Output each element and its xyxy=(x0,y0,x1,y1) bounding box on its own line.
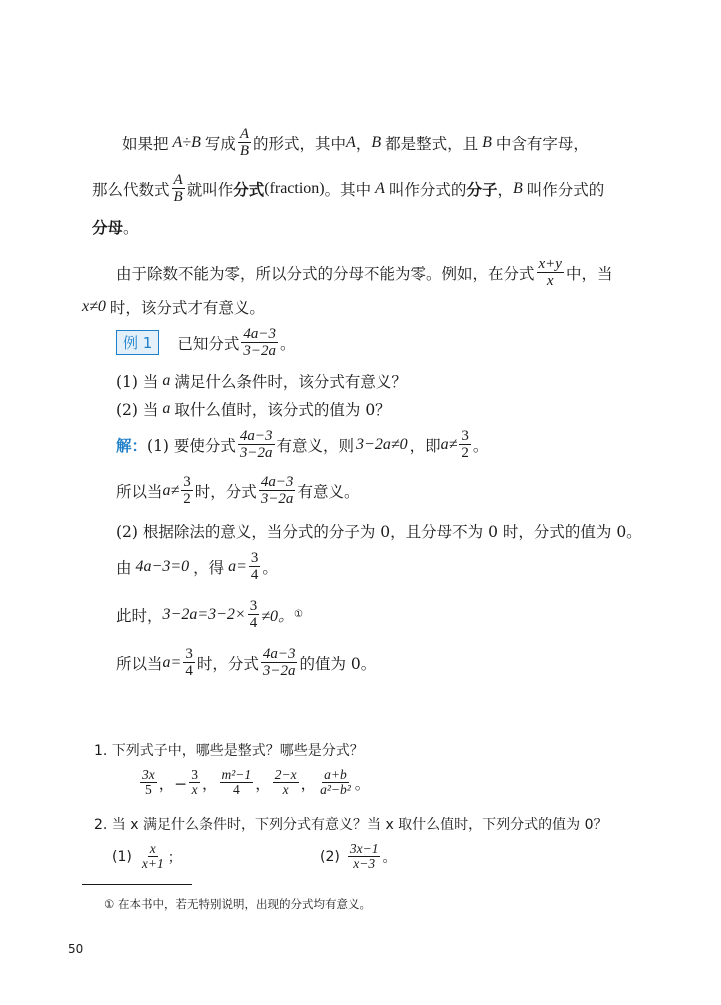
text: 时，分式 xyxy=(194,482,257,501)
math: ≠0。 xyxy=(261,608,294,625)
text: 时，分式 xyxy=(196,654,259,673)
term-numerator: 分子 xyxy=(466,179,498,199)
text: 有意义。 xyxy=(297,482,360,501)
text: 都是整式，且 xyxy=(385,134,479,153)
text: 中含有字母， xyxy=(495,134,589,153)
fraction: $\frac{3}{2}$ xyxy=(183,474,191,507)
definition-line-2 xyxy=(92,172,604,205)
text: ， xyxy=(202,774,218,793)
english-term: (fraction) xyxy=(264,179,325,197)
exercise-1 xyxy=(94,740,364,760)
math: B xyxy=(482,133,492,151)
fraction: $\frac{3x}{5}$ xyxy=(142,767,155,797)
text: (2) 当 xyxy=(116,401,159,419)
exercise-2-part-2 xyxy=(320,842,396,871)
solution-line-2 xyxy=(116,474,359,507)
example-question-2 xyxy=(116,398,391,420)
fraction: $\frac{3}{x}$ xyxy=(191,767,198,797)
text: 满足什么条件时，该分式有意义？ xyxy=(174,373,407,391)
example-1-heading xyxy=(116,326,295,359)
text: ； xyxy=(167,849,182,866)
fraction: $\frac{3}{2}$ xyxy=(461,428,469,461)
math: B xyxy=(371,133,382,151)
fraction: $\frac{3}{4}$ xyxy=(249,598,258,631)
definition-line-1 xyxy=(122,126,589,159)
fraction: $\frac{A}{B}$ xyxy=(239,126,250,159)
paragraph-2-line-2 xyxy=(82,296,265,318)
text: (1) 当 xyxy=(116,373,159,391)
math: A xyxy=(375,179,385,197)
math: a≠ xyxy=(440,435,458,453)
text: 取什么值时，该分式的值为 0？ xyxy=(174,401,391,419)
text: ， xyxy=(497,180,513,199)
text: 由 xyxy=(116,558,132,577)
paragraph-2-line-1 xyxy=(116,256,612,289)
text: ，− xyxy=(158,774,188,793)
text: 如果把 xyxy=(122,134,169,153)
exercise-2 xyxy=(94,814,608,834)
math: A xyxy=(346,133,356,151)
text: 。 xyxy=(354,774,371,793)
footnote-divider xyxy=(82,884,192,885)
fraction: $\frac{4a-3}{3-2a}$ xyxy=(262,646,296,679)
page-number: 50 xyxy=(68,942,84,956)
exercise-1-expressions xyxy=(138,768,370,797)
solution-line-4 xyxy=(116,550,278,583)
math: a= xyxy=(228,557,247,575)
text: 所以当 xyxy=(116,654,163,673)
text: 由于除数不能为零，所以分式的分母不能为零。例如，在分式 xyxy=(116,264,535,283)
text: 叫作分式的 xyxy=(526,180,605,199)
solution-line-3 xyxy=(116,520,642,542)
text: 有意义，则 xyxy=(276,436,355,455)
math: a xyxy=(162,400,171,417)
text: ， xyxy=(255,774,271,793)
text: 。 xyxy=(382,849,397,866)
fraction: $\frac{a+b}{\text{a²−b²}}$ xyxy=(320,767,351,797)
text: 时，该分式才有意义。 xyxy=(109,299,265,317)
math: a= xyxy=(162,653,182,671)
solution-line-5 xyxy=(116,598,303,631)
text: (1) 要使分式 xyxy=(147,436,236,455)
text: 2. 当 x 满足什么条件时，下列分式有意义？当 x 取什么值时，下列分式的值为 0？ xyxy=(94,817,608,833)
exercise-2-part-1 xyxy=(112,842,182,871)
footnote-marker: ① xyxy=(294,609,303,620)
text: 叫作分式的 xyxy=(388,180,467,199)
text: 已知分式 xyxy=(177,334,240,353)
text: (1) xyxy=(112,848,132,865)
math: 4a−3=0 xyxy=(135,557,190,575)
text: (2) xyxy=(320,848,340,865)
text: (2) 根据除法的意义，当分式的分子为 0，且分母不为 0 时，分式的值为 0。 xyxy=(116,523,642,541)
math: a xyxy=(162,372,171,389)
text: 中，当 xyxy=(565,264,613,283)
math: 3−2a=3−2× xyxy=(162,605,246,623)
term-fraction: 分式 xyxy=(233,179,265,199)
fraction: $\frac{x}{x+1}$ xyxy=(141,841,164,871)
text: 的值为 0。 xyxy=(299,654,377,673)
fraction: $\frac{3}{4}$ xyxy=(185,646,193,679)
fraction: $\frac{3x-1}{x-3}$ xyxy=(349,841,379,871)
fraction: $\frac{A}{B}$ xyxy=(173,172,183,205)
math: B xyxy=(512,179,523,197)
text: 此时， xyxy=(116,606,163,625)
math: A÷B xyxy=(172,133,201,151)
text: ，得 xyxy=(193,558,225,577)
math: a≠ xyxy=(162,481,180,499)
fraction: $\frac{4a-3}{3-2a}$ xyxy=(260,474,294,507)
fraction: $\frac{4a-3}{3-2a}$ xyxy=(239,428,273,461)
text: 。 xyxy=(279,334,296,353)
definition-line-3 xyxy=(92,216,139,238)
text: 。其中 xyxy=(324,180,372,199)
text: ， xyxy=(355,134,372,153)
text: 1. 下列式子中，哪些是整式？哪些是分式？ xyxy=(94,743,364,759)
example-badge: 例 1 xyxy=(116,330,159,355)
text: 。 xyxy=(262,558,278,577)
fraction: $\frac{\text{m²−1}}{4}$ xyxy=(221,767,252,797)
fraction: $\frac{x+y}{x}$ xyxy=(538,256,562,289)
text: 的形式，其中 xyxy=(253,134,347,153)
text: 所以当 xyxy=(116,482,163,501)
text: 。 xyxy=(123,219,139,237)
solution-line-6 xyxy=(116,646,376,679)
text: 写成 xyxy=(204,134,236,153)
solution-label: 解： xyxy=(116,435,148,455)
term-denominator: 分母 xyxy=(92,218,124,237)
example-question-1 xyxy=(116,370,407,392)
text: 就叫作 xyxy=(186,180,234,199)
math: x≠0 xyxy=(82,298,106,315)
solution-line-1 xyxy=(116,428,488,461)
fraction: $\frac{2-x}{x}$ xyxy=(274,767,297,797)
text: 那么代数式 xyxy=(92,180,170,199)
fraction: $\frac{3}{4}$ xyxy=(250,550,259,583)
footnote: ① 在本书中，若无特别说明，出现的分式均有意义。 xyxy=(104,897,371,911)
text: ， xyxy=(300,774,317,793)
text: 。 xyxy=(472,436,489,455)
fraction: $\frac{4a-3}{3-2a}$ xyxy=(243,326,276,359)
math: 3−2a≠0 xyxy=(356,435,408,453)
text: ，即 xyxy=(409,436,441,455)
